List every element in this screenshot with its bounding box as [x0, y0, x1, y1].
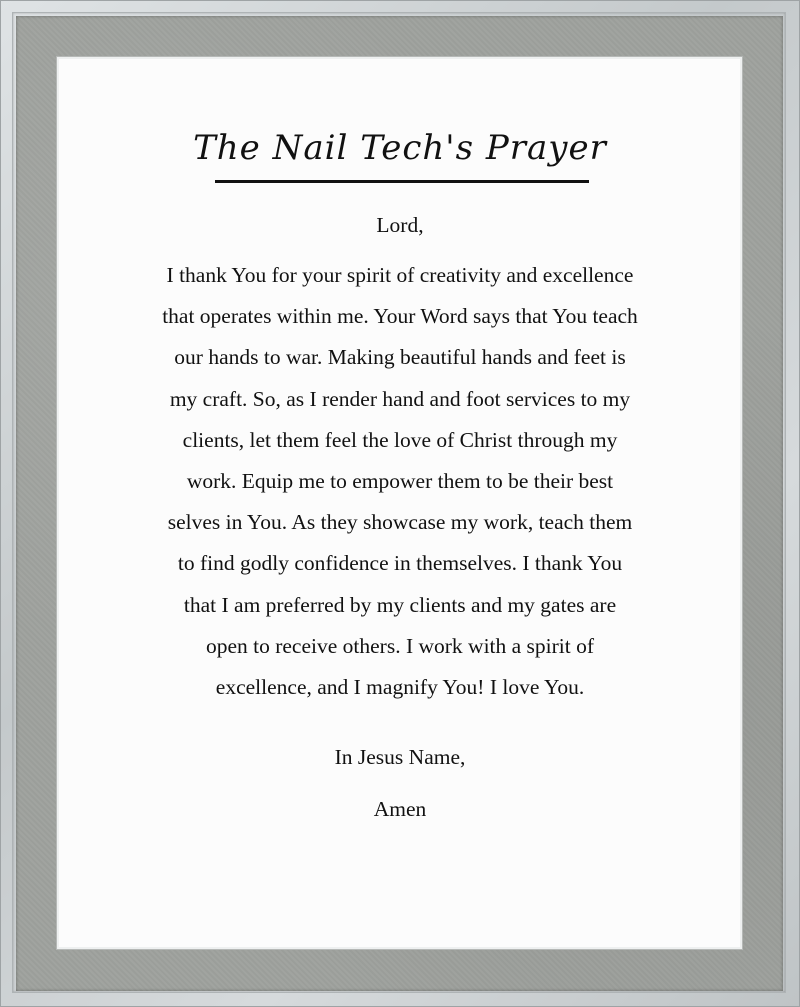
- prayer-line: that operates within me. Your Word says that You teach: [162, 304, 638, 329]
- prayer-line: selves in You. As they showcase my work, teach them: [167, 510, 633, 535]
- prayer-line: my craft. So, as I render hand and foot services to my: [169, 386, 631, 411]
- title-underline: [215, 180, 589, 183]
- prayer-line: that I am preferred by my clients and my gates are: [183, 592, 617, 617]
- prayer-line: excellence, and I magnify You! I love You.: [215, 675, 585, 700]
- prayer-title: The Nail Tech's Prayer: [193, 128, 607, 168]
- signoff-line: Amen: [373, 797, 427, 822]
- prayer-line: open to receive others. I work with a spirit of: [205, 633, 595, 658]
- prayer-line: work. Equip me to empower them to be their best: [186, 469, 614, 494]
- prayer-body: [120, 205, 680, 822]
- closing-line: In Jesus Name,: [334, 745, 466, 770]
- prayer-line: clients, let them feel the love of Christ through my: [182, 427, 618, 452]
- prayer-line: our hands to war. Making beautiful hands and feet is: [174, 345, 626, 370]
- prayer-line: to find godly confidence in themselves. I thank You: [177, 551, 623, 576]
- prayer-line: I thank You for your spirit of creativity and excellence: [166, 263, 634, 287]
- salutation: Lord,: [376, 213, 424, 237]
